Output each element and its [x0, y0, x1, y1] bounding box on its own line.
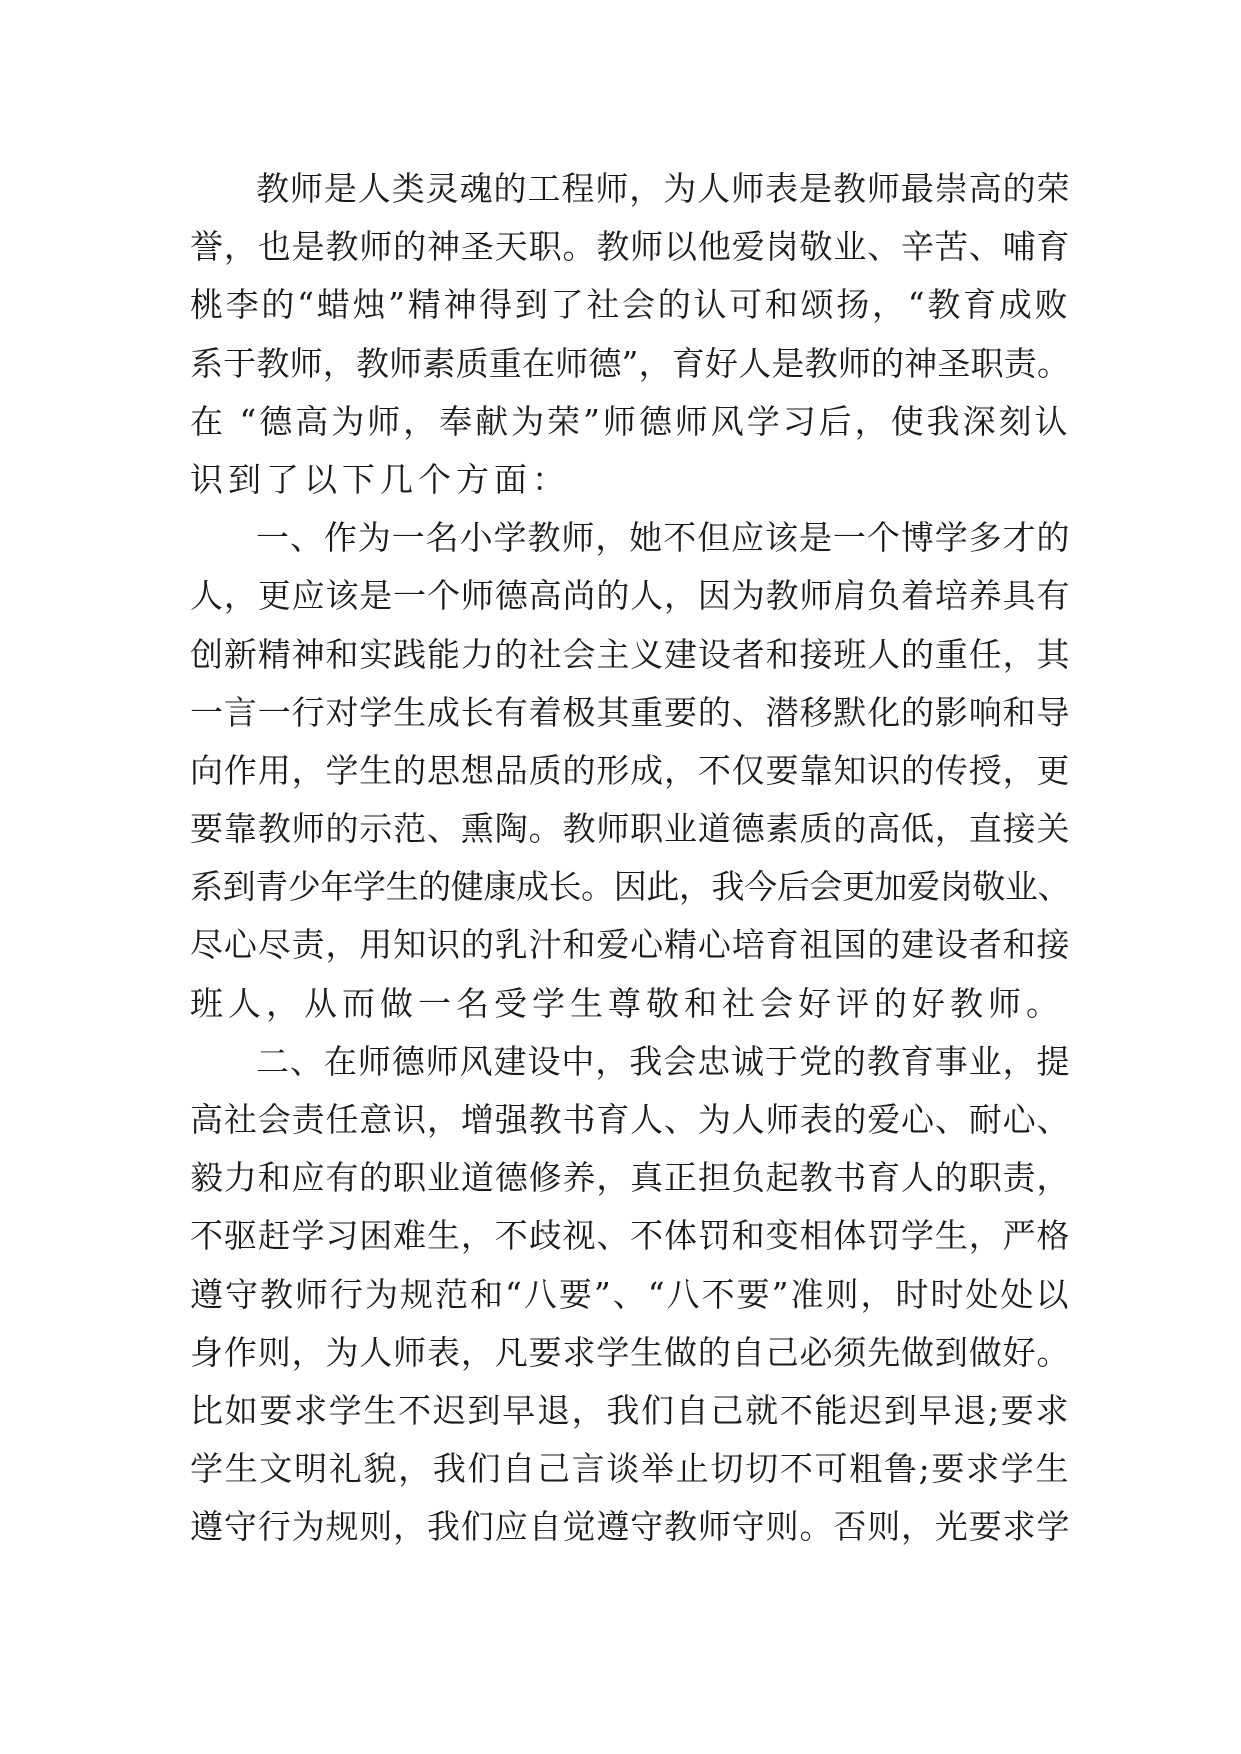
text-line: 遵守行为规则，我们应自觉遵守教师守则。否则，光要求学 [190, 1507, 1070, 1547]
text-line: 二、在师德师风建设中，我会忠诚于党的教育事业，提 [256, 1041, 1070, 1081]
text-line: 遵守教师行为规范和“八要”、“八不要”准则，时时处处以 [190, 1274, 1071, 1314]
text-line: 一、作为一名小学教师，她不但应该是一个博学多才的 [256, 518, 1070, 558]
text-line: 系于教师，教师素质重在师德”，育好人是教师的神圣职责。 [190, 343, 1070, 383]
text-line: 高社会责任意识，增强教书育人、为人师表的爱心、耐心、 [190, 1100, 1070, 1139]
text-line: 人，更应该是一个师德高尚的人，因为教师肩负着培养具有 [190, 576, 1070, 616]
text-line: 班人，从而做一名受学生尊敬和社会好评的好教师。 [190, 983, 1064, 1023]
text-line: 系到青少年学生的健康成长。因此，我今后会更加爱岗敬业、 [190, 867, 1070, 907]
text-line: 毅力和应有的职业道德修养，真正担负起教书育人的职责， [190, 1158, 1070, 1198]
text-line: 桃李的“蜡烛”精神得到了社会的认可和颂扬，“教育成败 [190, 285, 1070, 325]
text-line: 教师是人类灵魂的工程师，为人师表是教师最崇高的荣 [256, 169, 1070, 208]
text-line: 身作则，为人师表，凡要求学生做的自己必须先做到做好。 [190, 1332, 1070, 1372]
text-line: 尽心尽责，用知识的乳汁和爱心精心培育祖国的建设者和接 [190, 925, 1070, 965]
text-line: 学生文明礼貌，我们自己言谈举止切切不可粗鲁;要求学生 [190, 1449, 1070, 1489]
text-line: 创新精神和实践能力的社会主义建设者和接班人的重任，其 [190, 634, 1070, 674]
text-line: 比如要求学生不迟到早退，我们自己就不能迟到早退;要求 [190, 1390, 1070, 1430]
text-line: 识到了以下几个方面： [190, 459, 570, 499]
text-line: 要靠教师的示范、熏陶。教师职业道德素质的高低，直接关 [190, 809, 1070, 849]
body-text [190, 160, 1070, 1557]
text-line: 一言一行对学生成长有着极其重要的、潜移默化的影响和导 [190, 692, 1070, 732]
text-line: 誉，也是教师的神圣天职。教师以他爱岗敬业、辛苦、哺育 [190, 227, 1070, 267]
text-line: 向作用，学生的思想品质的形成，不仅要靠知识的传授，更 [190, 750, 1070, 790]
text-line: 在 “德高为师，奉献为荣”师德师风学习后，使我深刻认 [190, 401, 1070, 441]
text-line: 不驱赶学习困难生，不歧视、不体罚和变相体罚学生，严格 [190, 1216, 1070, 1256]
